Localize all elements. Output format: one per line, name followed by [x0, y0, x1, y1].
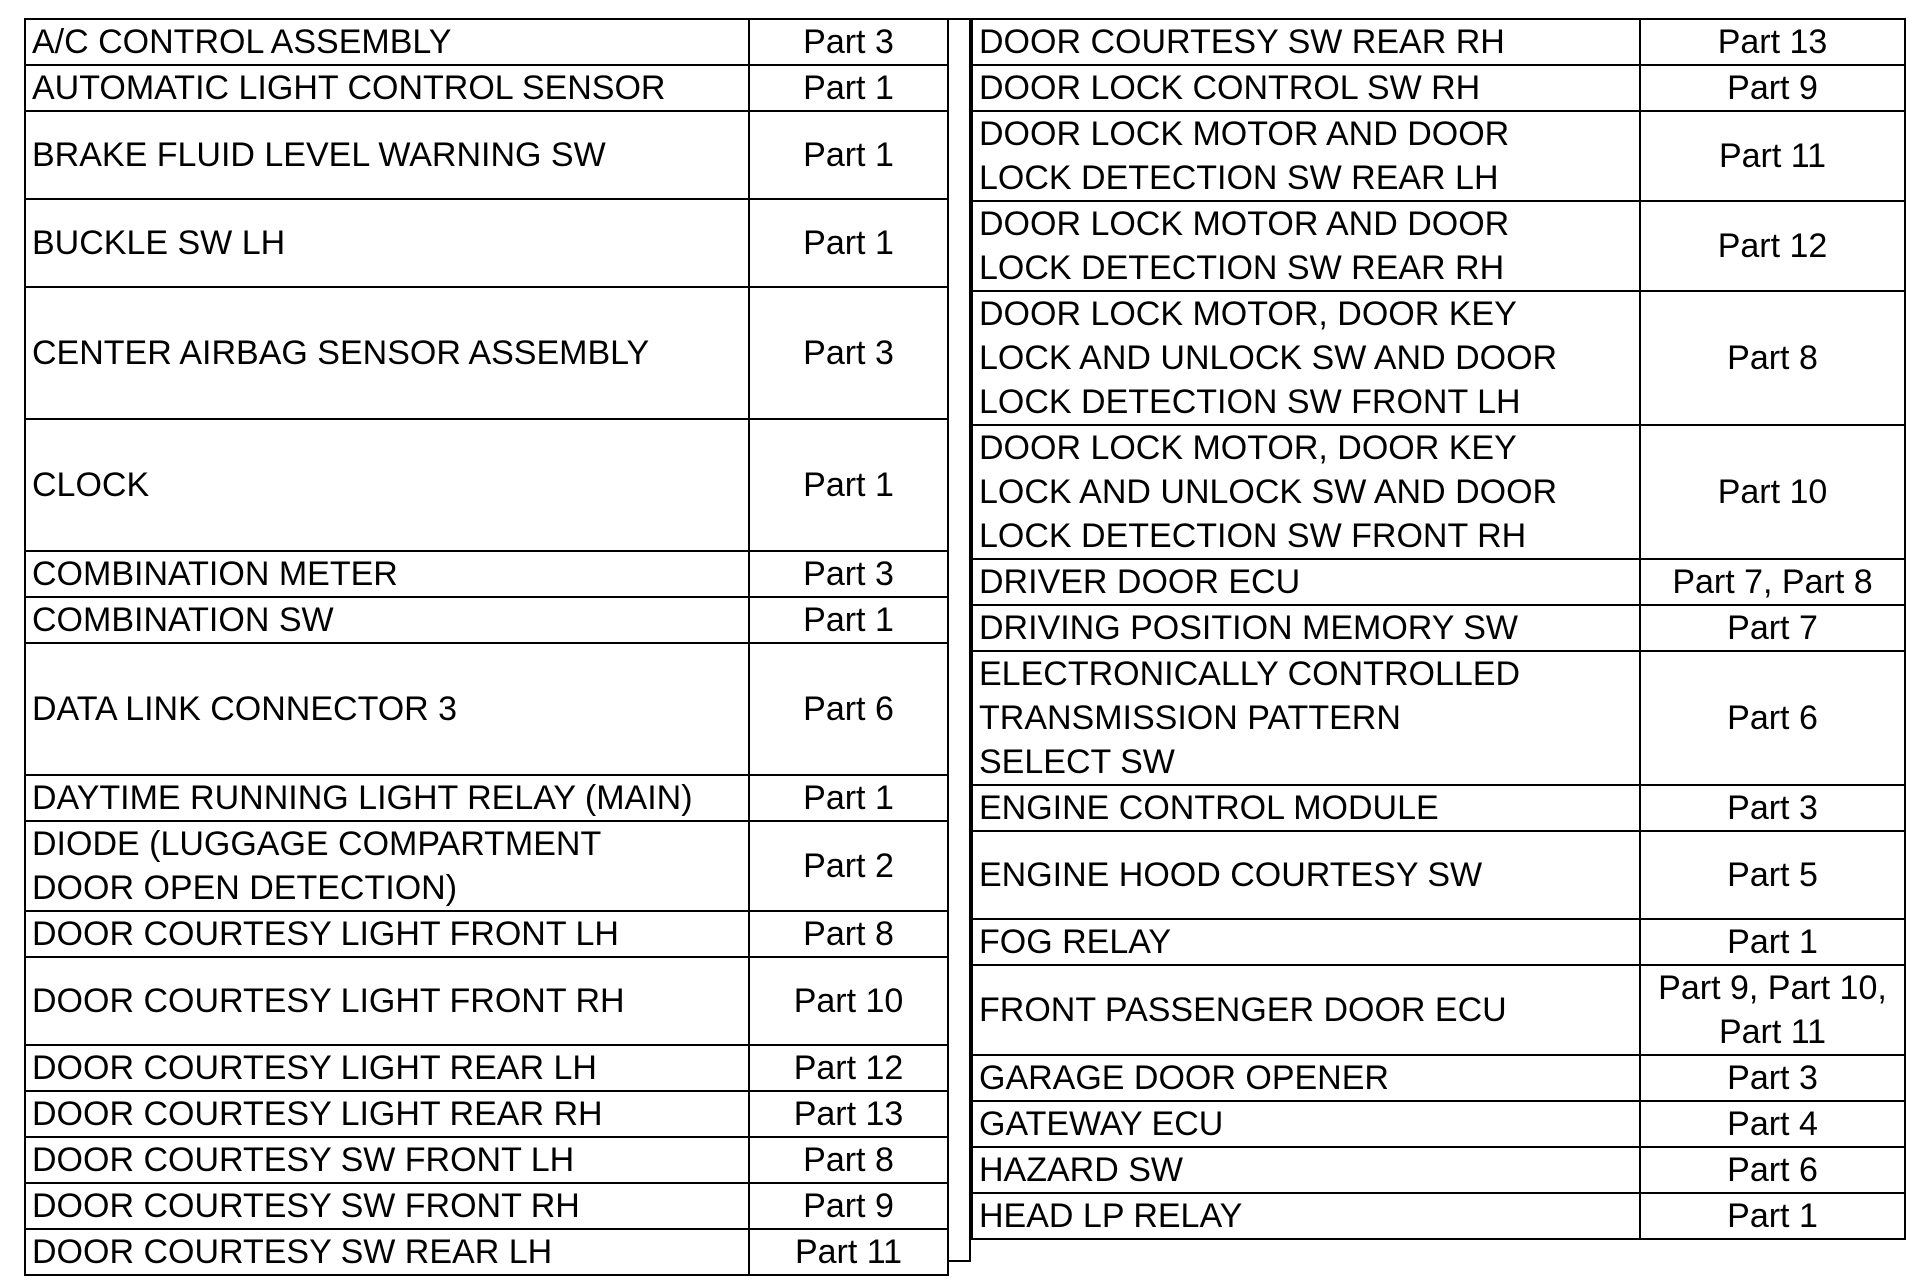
table-row: [25, 643, 948, 775]
part-reference-cell: Part 13: [749, 1091, 948, 1137]
table-row: [25, 65, 948, 111]
table-row: [25, 775, 948, 821]
table-row: [25, 111, 948, 199]
table-right-body: [972, 19, 1905, 1239]
part-reference-cell: Part 6: [1640, 1147, 1905, 1193]
table-row: [972, 1101, 1905, 1147]
part-reference-cell: Part 5: [1640, 831, 1905, 919]
part-reference-cell: Part 6: [1640, 651, 1905, 785]
component-name-cell: AUTOMATIC LIGHT CONTROL SENSOR: [25, 65, 749, 111]
component-name-cell: GATEWAY ECU: [972, 1101, 1640, 1147]
connector-index-table-right: [971, 18, 1906, 1240]
part-reference-cell: Part 1: [749, 65, 948, 111]
component-name-cell: CENTER AIRBAG SENSOR ASSEMBLY: [25, 287, 749, 419]
table-row: [25, 1229, 948, 1275]
part-reference-cell: Part 1: [1640, 919, 1905, 965]
part-reference-cell: Part 7, Part 8: [1640, 559, 1905, 605]
part-reference-cell: Part 3: [1640, 1055, 1905, 1101]
part-reference-cell: Part 3: [1640, 785, 1905, 831]
table-left-body: [25, 19, 948, 1275]
table-row: [972, 65, 1905, 111]
table-row: [972, 1055, 1905, 1101]
component-name-cell: DIODE (LUGGAGE COMPARTMENT DOOR OPEN DETECTION): [25, 821, 749, 911]
table-row: [972, 1147, 1905, 1193]
table-row: [972, 651, 1905, 785]
component-name-cell: DOOR LOCK MOTOR, DOOR KEY LOCK AND UNLOCK SW AND DOOR LOCK DETECTION SW FRONT LH: [972, 291, 1640, 425]
table-row: [25, 597, 948, 643]
table-row: [25, 911, 948, 957]
part-reference-cell: Part 12: [749, 1045, 948, 1091]
component-name-cell: DATA LINK CONNECTOR 3: [25, 643, 749, 775]
component-name-cell: HAZARD SW: [972, 1147, 1640, 1193]
component-name-cell: DOOR COURTESY SW REAR LH: [25, 1229, 749, 1275]
table-row: [25, 19, 948, 65]
component-name-cell: DAYTIME RUNNING LIGHT RELAY (MAIN): [25, 775, 749, 821]
component-name-cell: FRONT PASSENGER DOOR ECU: [972, 965, 1640, 1055]
component-name-cell: DOOR COURTESY LIGHT FRONT RH: [25, 957, 749, 1045]
component-name-cell: DOOR COURTESY LIGHT REAR LH: [25, 1045, 749, 1091]
table-row: [25, 551, 948, 597]
component-name-cell: DRIVING POSITION MEMORY SW: [972, 605, 1640, 651]
component-name-cell: DOOR LOCK MOTOR AND DOOR LOCK DETECTION SW REAR RH: [972, 201, 1640, 291]
table-row: [25, 1137, 948, 1183]
component-name-cell: DRIVER DOOR ECU: [972, 559, 1640, 605]
part-reference-cell: Part 8: [749, 911, 948, 957]
part-reference-cell: Part 3: [749, 287, 948, 419]
component-name-cell: DOOR COURTESY SW FRONT LH: [25, 1137, 749, 1183]
component-name-cell: FOG RELAY: [972, 919, 1640, 965]
part-reference-cell: Part 9, Part 10, Part 11: [1640, 965, 1905, 1055]
table-row: [972, 291, 1905, 425]
part-reference-cell: Part 13: [1640, 19, 1905, 65]
table-row: [972, 919, 1905, 965]
component-name-cell: COMBINATION METER: [25, 551, 749, 597]
component-name-cell: COMBINATION SW: [25, 597, 749, 643]
part-reference-cell: Part 9: [1640, 65, 1905, 111]
component-name-cell: DOOR LOCK MOTOR, DOOR KEY LOCK AND UNLOCK SW AND DOOR LOCK DETECTION SW FRONT RH: [972, 425, 1640, 559]
part-reference-cell: Part 3: [749, 19, 948, 65]
table-row: [25, 1091, 948, 1137]
component-name-cell: CLOCK: [25, 419, 749, 551]
part-reference-cell: Part 7: [1640, 605, 1905, 651]
part-reference-cell: Part 4: [1640, 1101, 1905, 1147]
component-name-cell: GARAGE DOOR OPENER: [972, 1055, 1640, 1101]
table-row: [972, 111, 1905, 201]
part-reference-cell: Part 8: [1640, 291, 1905, 425]
component-name-cell: DOOR COURTESY SW REAR RH: [972, 19, 1640, 65]
table-row: [25, 821, 948, 911]
component-name-cell: BRAKE FLUID LEVEL WARNING SW: [25, 111, 749, 199]
table-row: [972, 19, 1905, 65]
part-reference-cell: Part 11: [749, 1229, 948, 1275]
table-row: [25, 1045, 948, 1091]
part-reference-cell: Part 9: [749, 1183, 948, 1229]
table-divider-strip: [947, 18, 971, 1262]
table-row: [972, 201, 1905, 291]
part-reference-cell: Part 11: [1640, 111, 1905, 201]
table-row: [972, 1193, 1905, 1239]
part-reference-cell: Part 10: [1640, 425, 1905, 559]
table-row: [25, 287, 948, 419]
component-name-cell: DOOR LOCK CONTROL SW RH: [972, 65, 1640, 111]
part-reference-cell: Part 1: [749, 111, 948, 199]
table-row: [25, 419, 948, 551]
table-row: [972, 965, 1905, 1055]
part-reference-cell: Part 1: [1640, 1193, 1905, 1239]
part-reference-cell: Part 1: [749, 419, 948, 551]
component-name-cell: DOOR COURTESY LIGHT REAR RH: [25, 1091, 749, 1137]
part-reference-cell: Part 1: [749, 775, 948, 821]
table-row: [25, 957, 948, 1045]
part-reference-cell: Part 10: [749, 957, 948, 1045]
component-name-cell: A/C CONTROL ASSEMBLY: [25, 19, 749, 65]
connector-index-table-left: [24, 18, 949, 1276]
table-row: [972, 831, 1905, 919]
component-name-cell: DOOR COURTESY SW FRONT RH: [25, 1183, 749, 1229]
component-name-cell: DOOR LOCK MOTOR AND DOOR LOCK DETECTION SW REAR LH: [972, 111, 1640, 201]
table-row: [972, 785, 1905, 831]
component-name-cell: ENGINE HOOD COURTESY SW: [972, 831, 1640, 919]
table-row: [972, 559, 1905, 605]
part-reference-cell: Part 8: [749, 1137, 948, 1183]
component-name-cell: ENGINE CONTROL MODULE: [972, 785, 1640, 831]
component-name-cell: DOOR COURTESY LIGHT FRONT LH: [25, 911, 749, 957]
component-name-cell: ELECTRONICALLY CONTROLLED TRANSMISSION PATTERN SELECT SW: [972, 651, 1640, 785]
part-reference-cell: Part 12: [1640, 201, 1905, 291]
component-name-cell: BUCKLE SW LH: [25, 199, 749, 287]
part-reference-cell: Part 6: [749, 643, 948, 775]
part-reference-cell: Part 2: [749, 821, 948, 911]
part-reference-cell: Part 1: [749, 597, 948, 643]
table-row: [972, 605, 1905, 651]
part-reference-cell: Part 3: [749, 551, 948, 597]
part-reference-cell: Part 1: [749, 199, 948, 287]
table-row: [972, 425, 1905, 559]
table-row: [25, 1183, 948, 1229]
component-name-cell: HEAD LP RELAY: [972, 1193, 1640, 1239]
table-row: [25, 199, 948, 287]
